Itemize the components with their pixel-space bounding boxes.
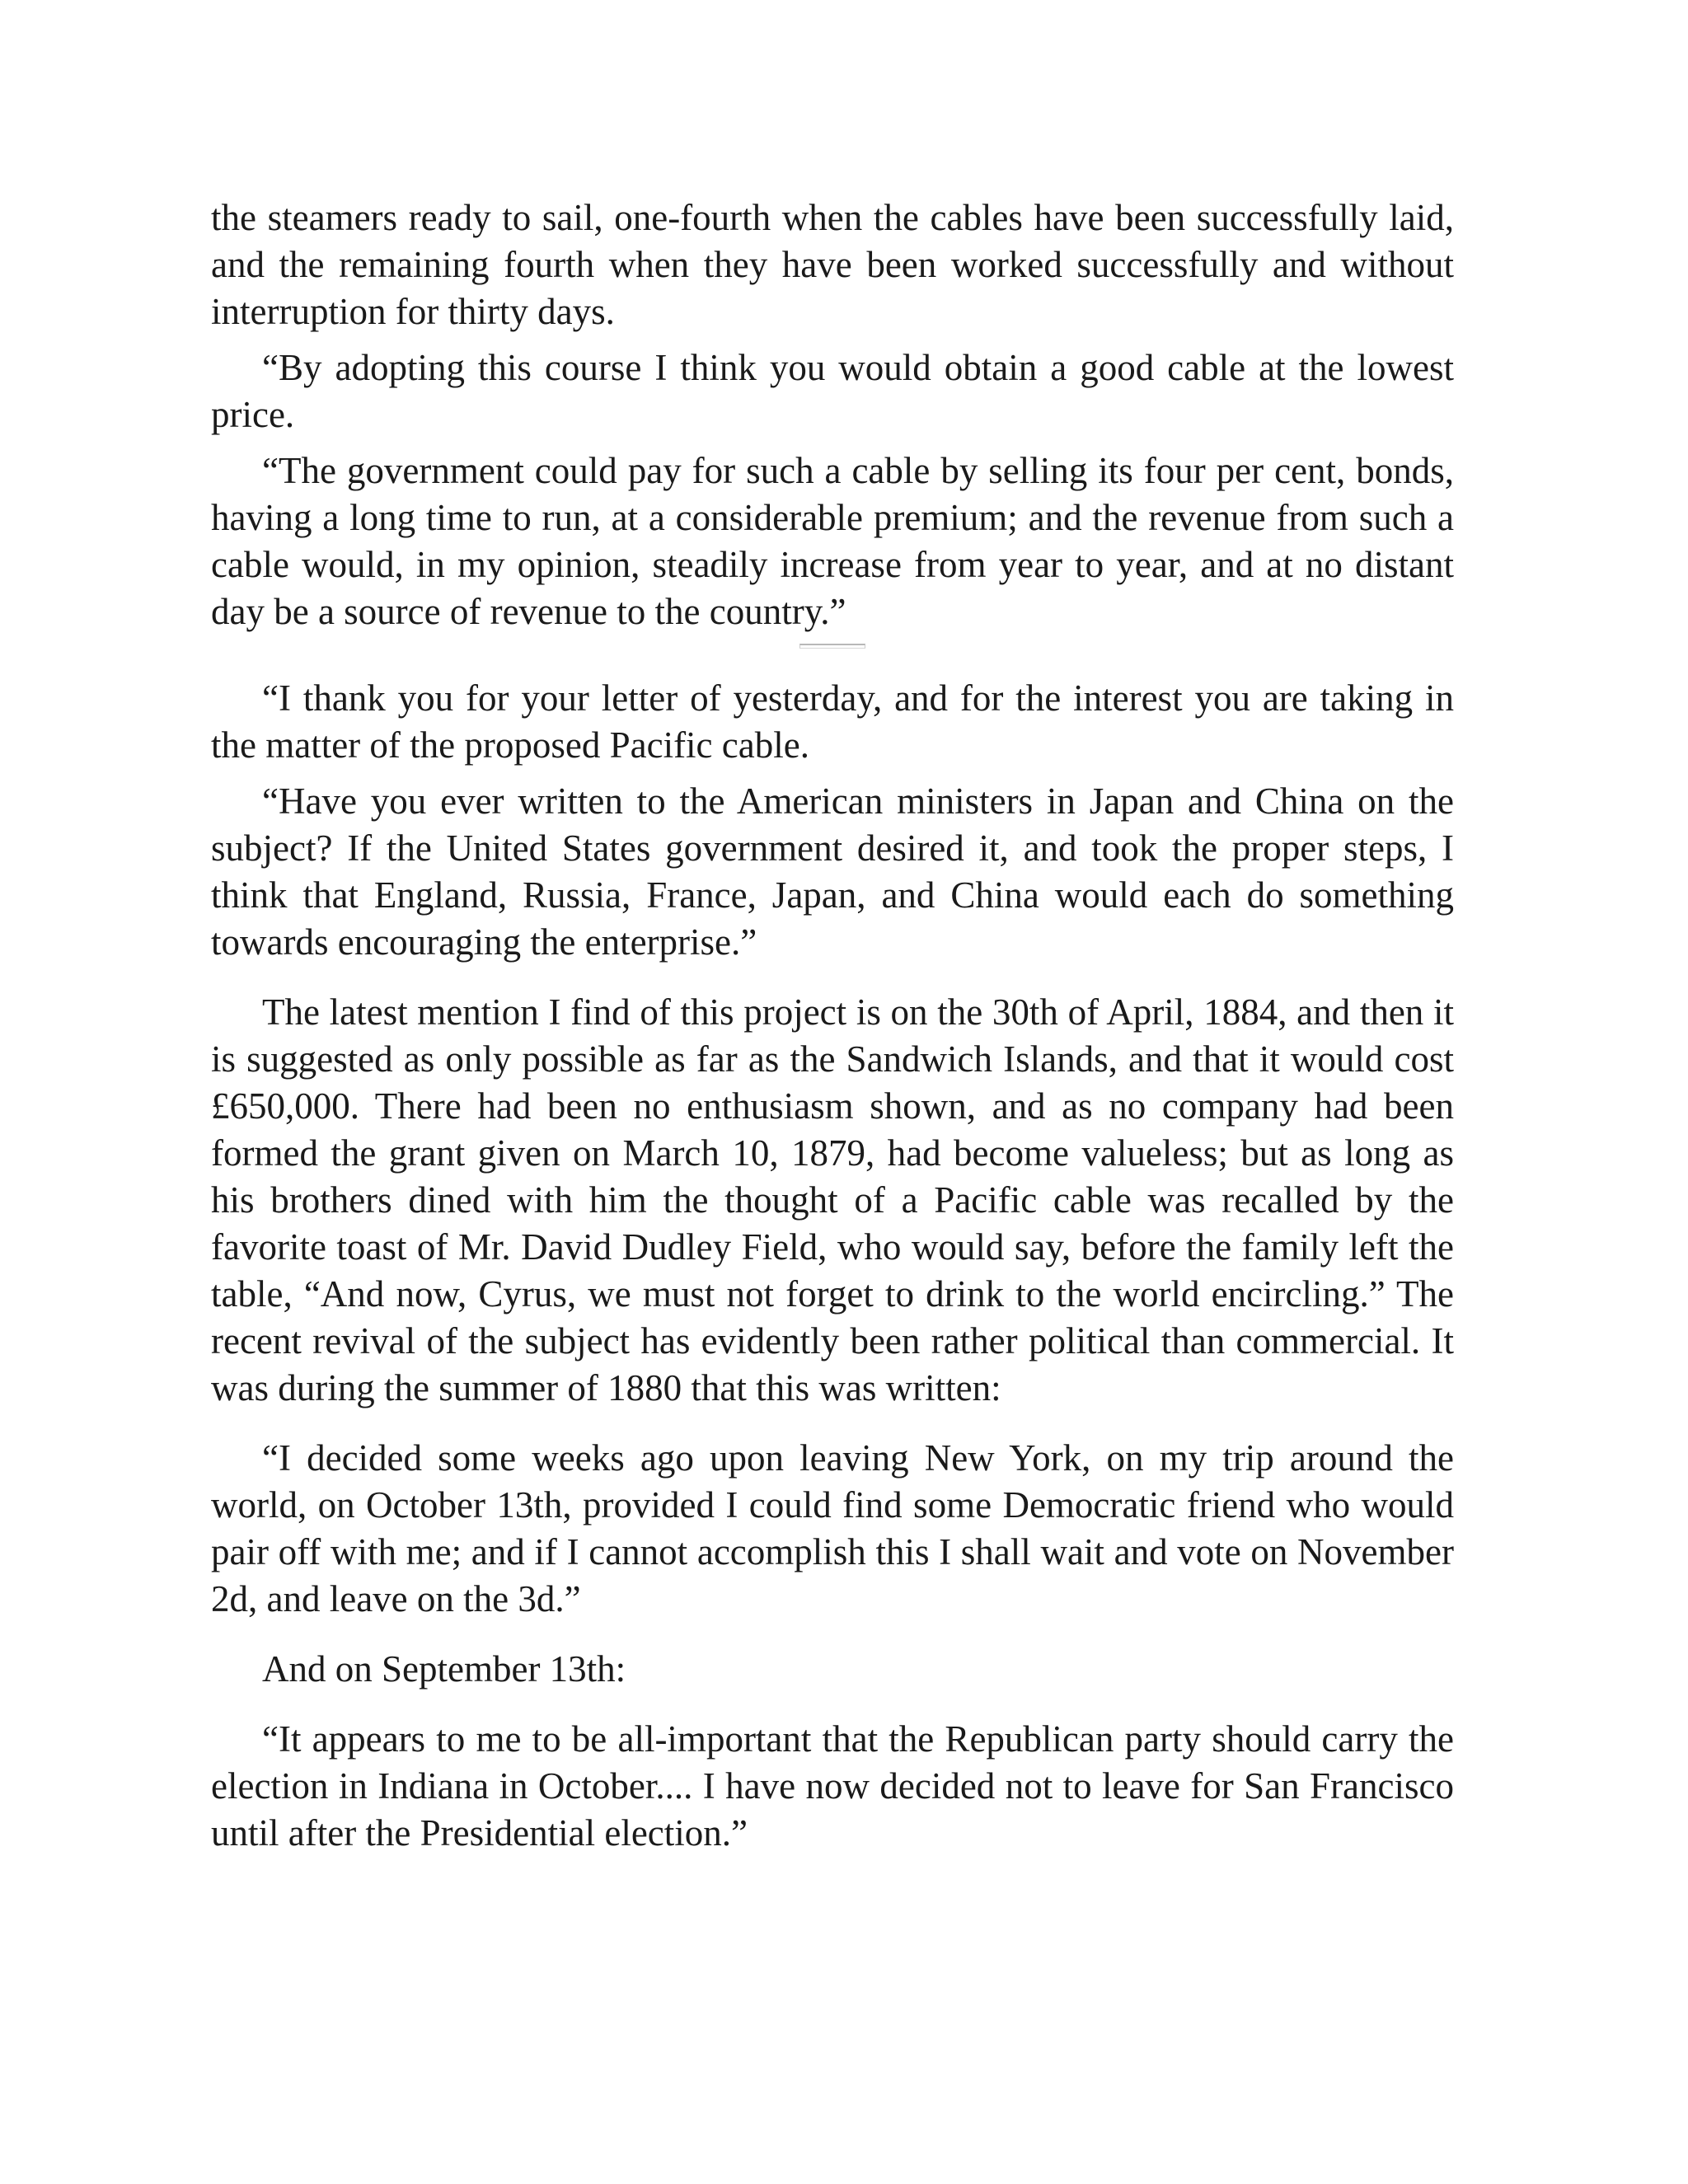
paragraph-september-13th: And on September 13th: xyxy=(262,1648,626,1690)
paragraph-quote-lowest-price: “By adopting this course I think you would obtain a good cable at the lowest price. xyxy=(211,347,1454,435)
paragraph-quote-republican-party: “It appears to me to be all-important that the Republican party should carry the election in Indiana in October.... I have now decided not to leave for San Francisco until after the Presidential election.” xyxy=(211,1718,1454,1854)
paragraph-continuation: the steamers ready to sail, one-fourth when the cables have been successfully laid, and the remaining fourth when they have been worked successfully and without interruption for thirty days. xyxy=(211,197,1454,332)
paragraph-quote-trip-around-world: “I decided some weeks ago upon leaving New York, on my trip around the world, on October 13th, provided I could find some Democratic friend who would pair off with me; and if I cannot accomplish this I shall wait and vote on November 2d, and leave on the 3d.” xyxy=(211,1437,1454,1619)
page-body xyxy=(211,194,1454,1857)
paragraph-latest-mention: The latest mention I find of this project is on the 30th of April, 1884, and then it is suggested as only possible as far as the Sandwich Islands, and that it would cost £650,000. There had been no enthusiasm shown, and as no company had been formed the grant given on March 10, 1879, had become valueless; but as long as his brothers dined with him the thought of a Pacific cable was recalled by the favorite toast of Mr. David Dudley Field, who would say, before the family left the table, “And now, Cyrus, we must not forget to drink to the world encircling.” The recent revival of the subject has evidently been rather political than commercial. It was during the summer of 1880 that this was written: xyxy=(211,991,1454,1408)
section-divider xyxy=(799,644,865,649)
paragraph-quote-government-bonds: “The government could pay for such a cable by selling its four per cent, bonds, having a long time to run, at a considerable premium; and the revenue from such a cable would, in my opinion, steadily increase from year to year, and at no distant day be a source of revenue to the country.” xyxy=(211,450,1454,632)
paragraph-quote-thank-you: “I thank you for your letter of yesterday, and for the interest you are taking in the matter of the proposed Pacific cable. xyxy=(211,677,1454,766)
paragraph-quote-american-ministers: “Have you ever written to the American ministers in Japan and China on the subject? If the United States government desired it, and took the proper steps, I think that England, Russia, France, Japan, and China would each do something towards encouraging the enterprise.” xyxy=(211,780,1454,963)
